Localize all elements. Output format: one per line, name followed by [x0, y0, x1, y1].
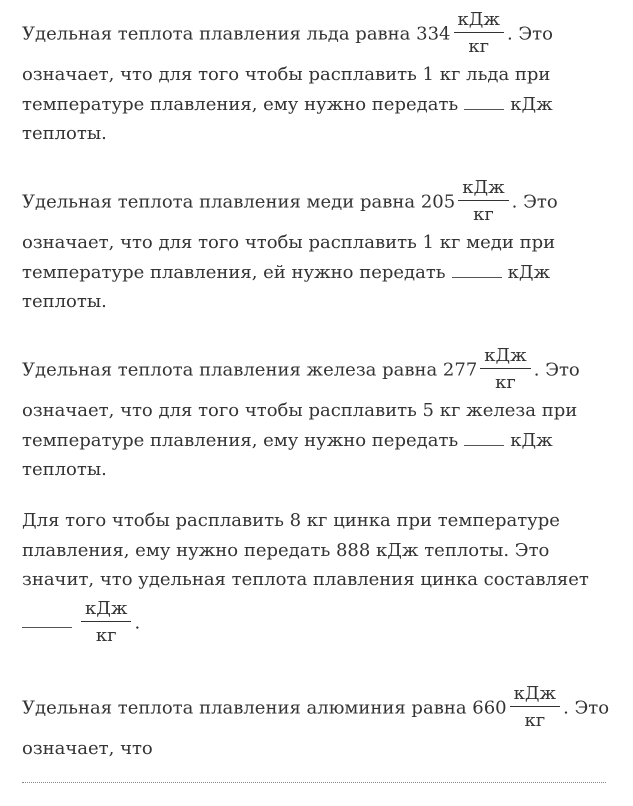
question-line: теплоты. [22, 291, 107, 312]
question-text: . Это [533, 359, 580, 381]
unit-numerator: кДж [510, 682, 560, 707]
question-text: . Это [511, 191, 558, 213]
question-text: . Это [506, 23, 553, 45]
question-text: Удельная теплота плавления меди равна 205 [22, 191, 456, 213]
question-text: температуре плавления, ему нужно передать [22, 93, 459, 115]
unit-denominator: кг [495, 372, 516, 393]
answer-blank-input[interactable] [452, 263, 502, 278]
unit-numerator: кДж [480, 344, 530, 369]
question-line [22, 344, 580, 393]
answer-blank-input[interactable] [464, 431, 504, 446]
answer-blank-input[interactable] [464, 95, 504, 110]
question-text: температуре плавления, ей нужно передать [22, 261, 446, 283]
unit-denominator: кг [468, 36, 490, 57]
question-line [22, 90, 553, 120]
question-line: означает, что для того чтобы расплавить 5 кг железа при [22, 400, 578, 421]
question-ice [22, 8, 553, 149]
question-line: плавления, ему нужно передать 888 кДж теплоты. Это [22, 539, 550, 561]
question-line [22, 176, 558, 225]
question-zinc [22, 506, 589, 646]
unit-fraction [510, 682, 560, 735]
question-text: кДж [507, 261, 551, 283]
question-aluminium [22, 682, 609, 764]
question-copper [22, 176, 558, 317]
question-line [22, 682, 610, 731]
question-text: . [134, 612, 141, 633]
unit-numerator: кДж [454, 8, 504, 33]
answer-blank-input[interactable] [22, 613, 72, 628]
question-text: Удельная теплота плавления алюминия равна 660 [22, 697, 507, 719]
answer-underline-input[interactable] [22, 782, 606, 783]
question-line [22, 426, 580, 456]
question-line: теплоты. [22, 459, 107, 480]
question-iron [22, 344, 580, 485]
unit-denominator: кг [95, 624, 117, 646]
question-text: кДж [510, 429, 553, 451]
unit-fraction [458, 176, 508, 229]
unit-denominator: кг [473, 204, 494, 225]
unit-numerator: кДж [458, 176, 508, 201]
question-line: означает, что [22, 738, 153, 759]
question-text: Удельная теплота плавления льда равна 334 [22, 23, 451, 45]
unit-fraction [454, 8, 504, 61]
question-line [22, 258, 558, 288]
unit-denominator: кг [524, 710, 546, 731]
unit-fraction [81, 597, 131, 650]
question-text: температуре плавления, ему нужно передать [22, 429, 459, 451]
question-text: . Это [563, 697, 610, 719]
question-line: Для того чтобы расплавить 8 кг цинка при температуре [22, 510, 560, 531]
question-line: означает, что для того чтобы расплавить 1 кг льда при [22, 64, 551, 85]
question-line [22, 597, 589, 646]
question-text: Удельная теплота плавления железа равна 277 [22, 359, 478, 381]
question-line [22, 8, 553, 57]
question-line: означает, что для того чтобы расплавить 1 кг меди при [22, 232, 556, 253]
unit-numerator: кДж [81, 597, 131, 622]
unit-fraction [480, 344, 530, 397]
question-text: кДж [510, 93, 553, 115]
question-line: теплоты. [22, 123, 107, 144]
question-line: значит, что удельная теплота плавления цинка составляет [22, 569, 589, 590]
